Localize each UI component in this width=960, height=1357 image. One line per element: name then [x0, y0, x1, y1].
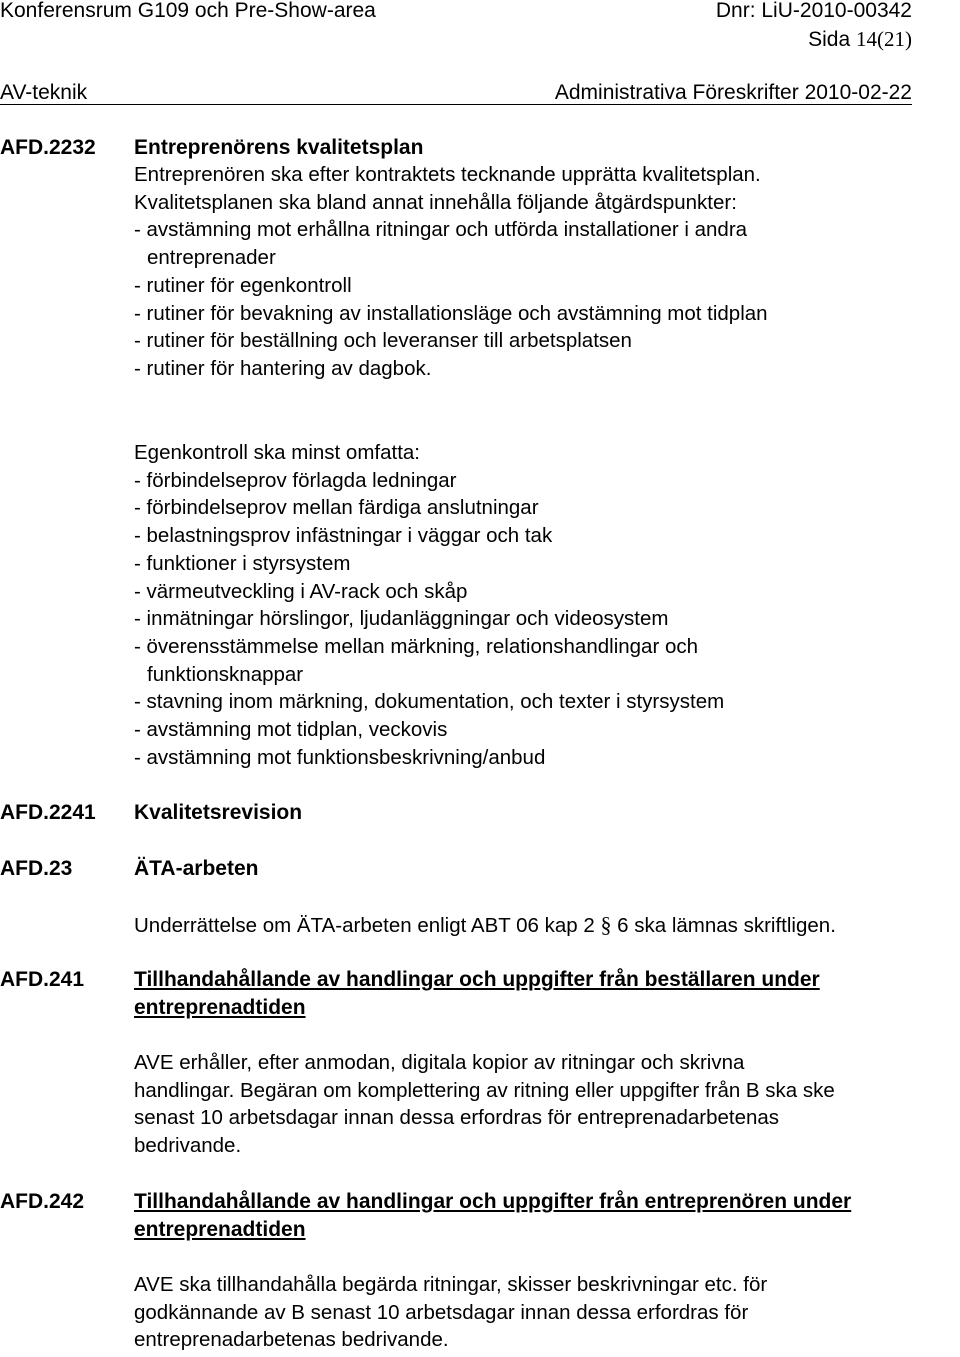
list-item: - förbindelseprov förlagda ledningar	[134, 468, 457, 492]
list-item: - stavning inom märkning, dokumentation, och texter i styrsystem	[134, 690, 725, 714]
section-title	[134, 1188, 851, 1244]
document-number: Dnr: LiU-2010-00342	[715, 0, 912, 22]
list-item-continuation: funktionsknappar	[147, 662, 304, 686]
list-item: - rutiner för hantering av dagbok.	[134, 356, 432, 380]
list-item: - värmeutveckling i AV-rack och skåp	[134, 579, 468, 603]
list-item: - rutiner för egenkontroll	[134, 273, 352, 297]
body-line: Entreprenören ska efter kontraktets tecknande upprätta kvalitetsplan.	[134, 163, 761, 186]
list-item: - rutiner för beställning och leveranser till arbetsplatsen	[134, 329, 632, 353]
list-item: - avstämning mot funktionsbeskrivning/anbud	[134, 745, 546, 769]
section-title: ÄTA-arbeten	[134, 857, 259, 880]
list-item: - förbindelseprov mellan färdiga anslutningar	[134, 496, 539, 520]
contractor-documents-body	[134, 1271, 767, 1354]
list-item: - rutiner för bevakning av installationsläge och avstämning mot tidplan	[134, 301, 768, 325]
list-item: - inmätningar hörslingor, ljudanläggningar och videosystem	[134, 607, 669, 631]
ata-text: 6 ska lämnas skriftligen.	[611, 914, 836, 937]
list-item: - avstämning mot tidplan, veckovis	[134, 718, 448, 742]
body-line: Egenkontroll ska minst omfatta:	[134, 441, 420, 464]
section-name: AV-teknik	[0, 81, 88, 104]
body-line: AVE erhåller, efter anmodan, digitala kopior av ritningar och skrivna	[134, 1051, 745, 1074]
list-item-continuation: entreprenader	[147, 246, 276, 270]
quality-plan-body	[134, 161, 768, 383]
ata-text: Underrättelse om ÄTA-arbeten enligt ABT 06 kap 2	[134, 914, 601, 937]
section-title: Entreprenörens kvalitetsplan	[134, 136, 424, 159]
list-item: - avstämning mot erhållna ritningar och utförda installationer i andra	[134, 218, 748, 242]
section-code: AFD.2241	[0, 801, 96, 824]
section-title: Kvalitetsrevision	[134, 801, 303, 824]
list-item: - funktioner i styrsystem	[134, 551, 351, 575]
list-item: - överensstämmelse mellan märkning, relationshandlingar och	[134, 634, 699, 658]
list-item: - belastningsprov infästningar i väggar och tak	[134, 524, 553, 548]
body-line: handlingar. Begäran om komplettering av ritning eller uppgifter från B ska ske	[134, 1078, 835, 1102]
body-line: AVE ska tillhandahålla begärda ritningar, skisser beskrivningar etc. för	[134, 1273, 768, 1296]
section-code: AFD.241	[0, 968, 85, 991]
header-rule	[0, 104, 912, 105]
title-line: entreprenadtiden	[134, 1218, 306, 1241]
section-code: AFD.242	[0, 1190, 85, 1213]
ata-body	[134, 911, 836, 940]
section-code: AFD.23	[0, 857, 73, 880]
page-indicator	[808, 27, 912, 52]
client-documents-body	[134, 1049, 835, 1160]
self-inspection-body	[134, 439, 724, 771]
page-number: 14(21)	[856, 27, 912, 51]
section-code: AFD.2232	[0, 136, 96, 159]
body-line: godkännande av B senast 10 arbetsdagar innan dessa erfordras för	[134, 1300, 749, 1324]
body-line: Kvalitetsplanen ska bland annat innehålla följande åtgärdspunkter:	[134, 190, 737, 214]
body-line: entreprenadarbetenas bedrivande.	[134, 1328, 449, 1352]
title-line: entreprenadtiden	[134, 996, 306, 1019]
section-sign: §	[600, 912, 612, 937]
title-line: Tillhandahållande av handlingar och uppgifter från beställaren under	[134, 968, 820, 991]
section-title	[134, 966, 820, 1022]
page-label: Sida	[808, 28, 851, 51]
title-line: Tillhandahållande av handlingar och uppgifter från entreprenören under	[134, 1190, 852, 1213]
document-title: Konferensrum G109 och Pre-Show-area	[0, 0, 376, 22]
body-line: bedrivande.	[134, 1134, 242, 1158]
body-line: senast 10 arbetsdagar innan dessa erfordras för entreprenadarbetenas	[134, 1106, 780, 1130]
regulation-title: Administrativa Föreskrifter 2010-02-22	[554, 81, 912, 104]
